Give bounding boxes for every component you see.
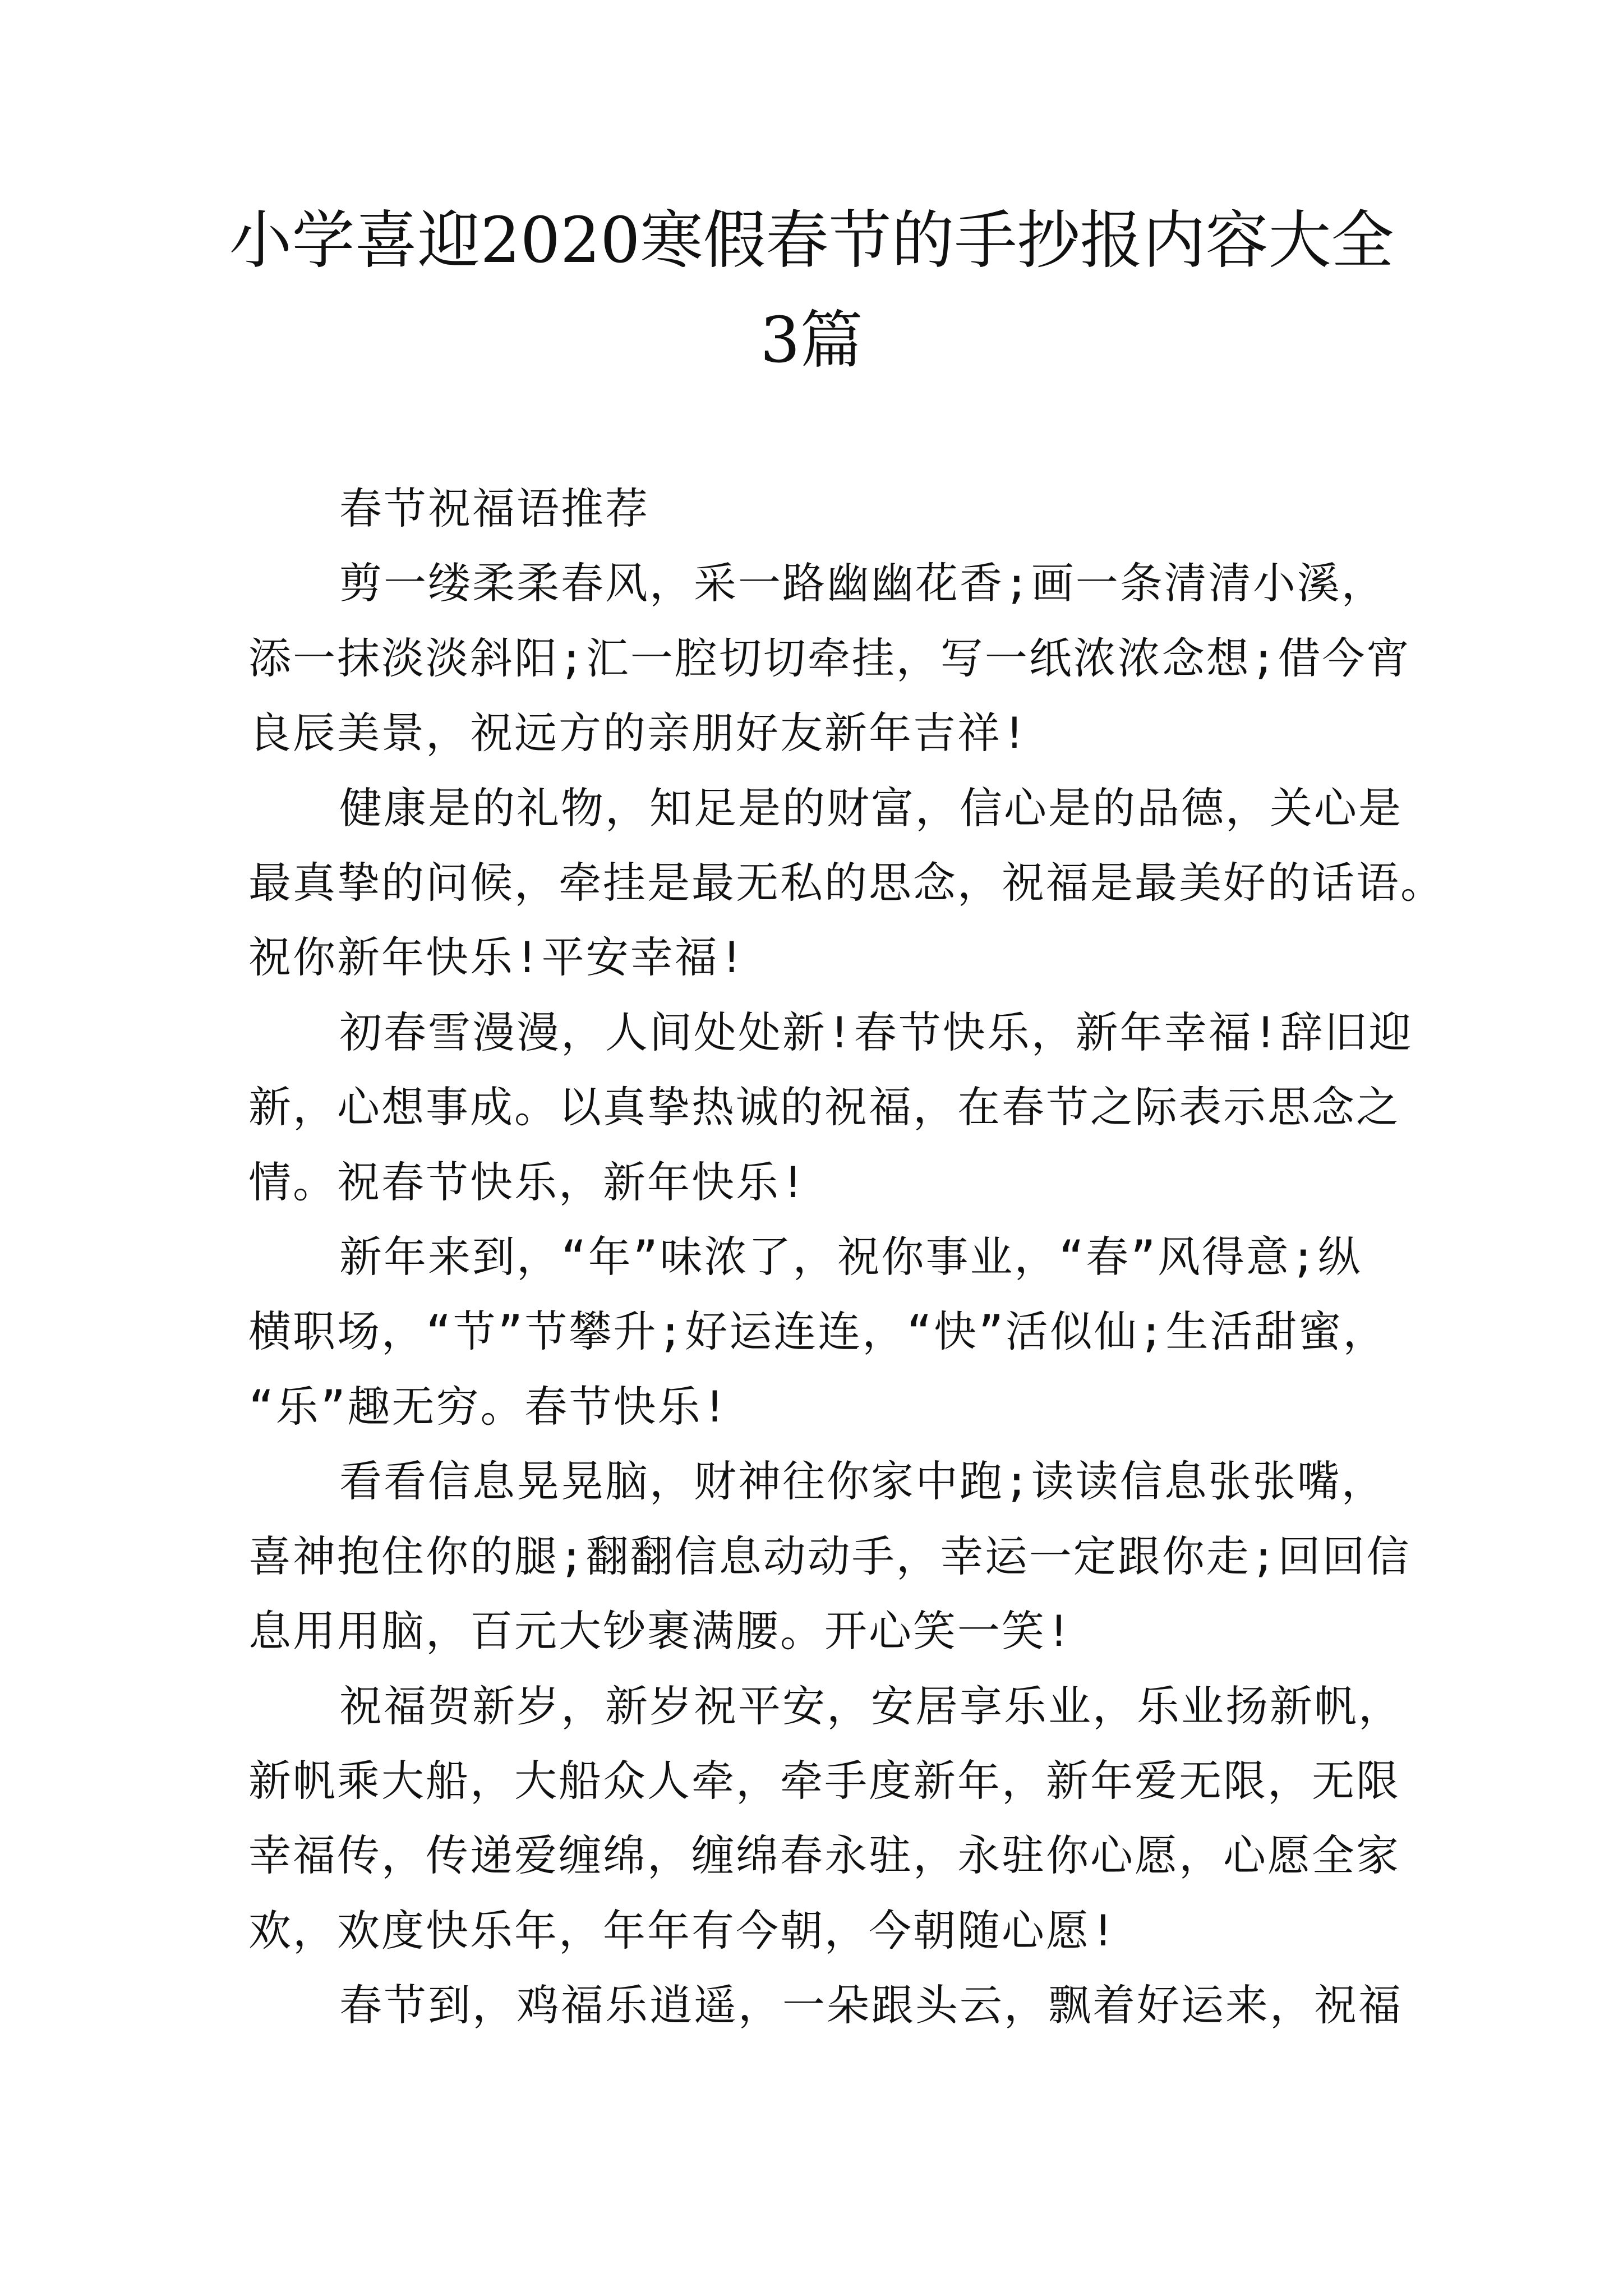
text-line: 最真挚的问候，牵挂是最无私的思念，祝福是最美好的话语。	[248, 858, 1445, 908]
text-line: 新年来到，“年”味浓了，祝你事业，“春”风得意;纵	[339, 1232, 1362, 1282]
section-heading	[248, 471, 1398, 546]
title-line-1: 小学喜迎2020寒假春节的手抄报内容大全	[229, 204, 1394, 277]
text-line: 初春雪漫漫，人间处处新!春节快乐，新年幸福!辞旧迎	[339, 1007, 1413, 1057]
text-line: 新帆乘大船，大船众人牵，牵手度新年，新年爱无限，无限	[248, 1755, 1400, 1806]
paragraph	[248, 1968, 1403, 2042]
text-line: 看看信息晃晃脑，财神往你家中跑;读读信息张张嘴，	[339, 1456, 1386, 1507]
text-line: 添一抹淡淡斜阳;汇一腔切切牵挂，写一纸浓浓念想;借今宵	[248, 633, 1411, 683]
document-body	[248, 471, 1445, 2043]
text-line: 春节到，鸡福乐逍遥，一朵跟头云，飘着好运来，祝福	[339, 1980, 1403, 2031]
text-line: 新，心想事成。以真挚热诚的祝福，在春节之际表示思念之	[248, 1082, 1400, 1133]
text-line: 欢，欢度快乐年，年年有今朝，今朝随心愿!	[248, 1905, 1118, 1955]
paragraph	[248, 546, 1411, 770]
document-title	[168, 191, 1455, 390]
paragraph	[248, 1669, 1403, 1968]
text-line: 祝福贺新岁，新岁祝平安，安居享乐业，乐业扬新帆，	[339, 1681, 1403, 1731]
text-line: 情。祝春节快乐，新年快乐!	[248, 1157, 808, 1207]
text-line: “乐”趣无穷。春节快乐!	[248, 1381, 730, 1432]
paragraph	[248, 995, 1413, 1220]
text-line: 健康是的礼物，知足是的财富，信心是的品德，关心是	[339, 783, 1403, 833]
paragraph	[248, 1220, 1398, 1444]
text-line: 喜神抱住你的腿;翻翻信息动动手，幸运一定跟你走;回回信	[248, 1531, 1411, 1581]
text-line: 剪一缕柔柔春风，采一路幽幽花香;画一条清清小溪，	[339, 558, 1386, 609]
paragraph	[248, 771, 1445, 995]
text-line: 春节祝福语推荐	[339, 484, 649, 533]
text-line: 横职场，“节”节攀升;好运连连，“快”活似仙;生活甜蜜，	[248, 1306, 1387, 1357]
paragraph	[248, 1444, 1411, 1668]
text-line: 息用用脑，百元大钞裹满腰。开心笑一笑!	[248, 1606, 1073, 1657]
title-line-2: 3篇	[760, 304, 863, 377]
text-line: 幸福传，传递爱缠绵，缠绵春永驻，永驻你心愿，心愿全家	[248, 1830, 1400, 1881]
text-line: 良辰美景，祝远方的亲朋好友新年吉祥!	[248, 708, 1029, 758]
text-line: 祝你新年快乐!平安幸福!	[248, 932, 746, 983]
